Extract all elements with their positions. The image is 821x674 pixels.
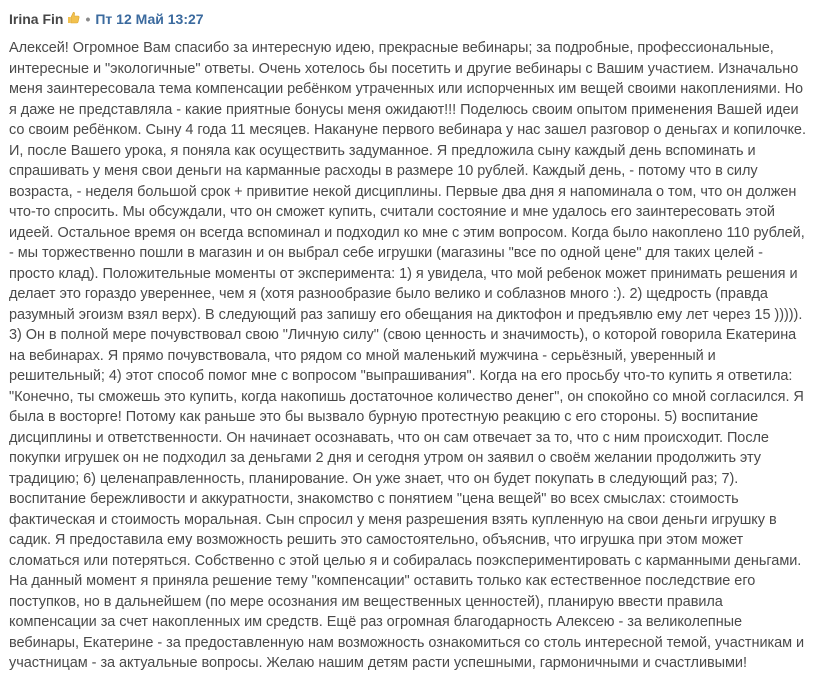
- header-separator: •: [85, 11, 91, 27]
- thumbs-up-icon: [67, 11, 80, 27]
- author-name[interactable]: Irina Fin: [9, 11, 64, 27]
- post-date-link[interactable]: Пт 12 Май 13:27: [95, 11, 204, 27]
- comment-header: [9, 9, 809, 29]
- comment-body: Алексей! Огромное Вам спасибо за интересную идею, прекрасные вебинары; за подробные, профессиональные, интересные и "экологичные" ответы. Очень хотелось бы посетить и другие вебинары с Вашим участием. Изначально меня заинтересовала тема компенсации ребёнком утраченных или испорченных им вещей своими накоплениями. Но я даже не представляла - какие приятные бонусы меня ожидают!!! Поделюсь своим опытом применения Вашей идеи со своим ребёнком. Сыну 4 года 11 месяцев. Накануне первого вебинара у нас зашел разговор о деньгах и копилочке. И, после Вашего урока, я поняла как осуществить задуманное. Я предложила сыну каждый день вспоминать и спрашивать у меня свои деньги на карманные расходы в размере 10 рублей. Каждый день, - потому что в силу возраста, - неделя большой срок + привитие некой дисциплины. Первые два дня я напоминала о том, что он должен что-то спросить. Мы обсуждали, что он сможет купить, считали состояние и мне удалось его заинтересовать этой идеей. Остальное время он всегда вспоминал и подходил ко мне с этим вопросом. Когда было накоплено 110 рублей, - мы торжественно пошли в магазин и он выбрал себе игрушки (магазины "все по одной цене" для таких целей - просто клад). Положительные моменты от эксперимента: 1) я увидела, что мой ребенок может принимать решения и делает это гораздо увереннее, чем я (хотя разнообразие было велико и соблазнов много :). 2) щедрость (правда разумный эгоизм взял верх). В следующий раз запишу его обещания на диктофон и предъявлю ему лет через 15 ))))). 3) Он в полной мере почувствовал свою "Личную силу" (свою ценность и значимость), о которой говорила Екатерина на вебинарах. Я прямо почувствовала, что рядом со мной маленький мужчина - серьёзный, уверенный и решительный; 4) этот способ помог мне с вопросом "выпрашивания". Когда на его просьбу что-то купить я ответила: "Конечно, ты сможешь это купить, когда накопишь достаточное количество денег", он спокойно со мной согласился. Я была в восторге! Потому как раньше это бы вызвало бурную протестную реакцию с его стороны. 5) воспитание дисциплины и ответственности. Он начинает осознавать, что он сам отвечает за то, что с ним происходит. После покупки игрушек он не подходил за деньгами 2 дня и сегодня утром он заявил о своём желании продолжить эту традицию; 6) целенаправленность, планирование. Он уже знает, что он будет покупать в следующий раз; 7). воспитание бережливости и аккуратности, знакомство с понятием "цена вещей" во всех смыслах: стоимость фактическая и стоимость моральная. Сын спросил у меня разрешения взять купленную на свои деньги игрушку в садик. Я предоставила ему возможность решить это самостоятельно, объяснив, что игрушка при этом может сломаться или потеряться. Собственно с этой целью я и собиралась поэкспериментировать с карманными деньгами. На данный момент я приняла решение тему "компенсации" оставить только как естественное последствие его поступков, но в дальнейшем (по мере осознания им вещественных ценностей), планирую ввести правила компенсации за счет накопленных им средств. Ещё раз огромная благодарность Алексею - за великолепные вебинары, Екатерине - за предоставленную нам возможность ознакомиться со столь интересной темой, участникам и участницам - за актуальные вопросы. Желаю нашим детям расти успешными, гармоничными и счастливыми!: [9, 40, 806, 671]
